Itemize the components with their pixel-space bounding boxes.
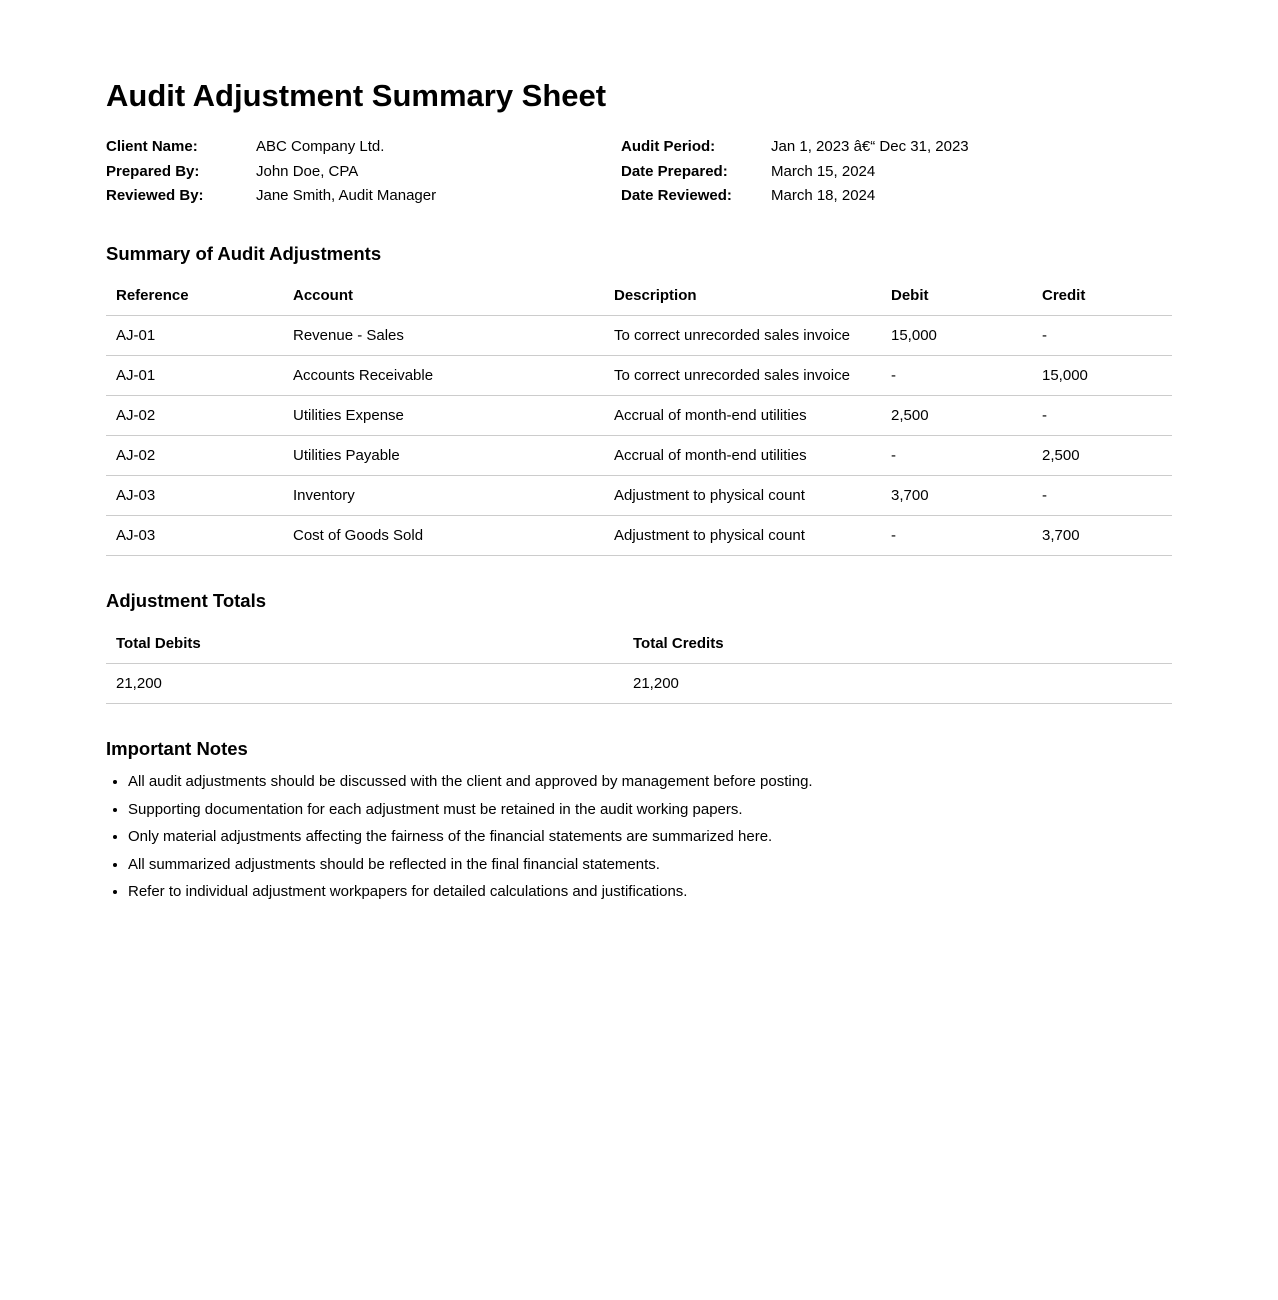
note-item: • Refer to individual adjustment workpapers for detailed calculations and justifications. xyxy=(128,883,1172,900)
cell-debit: 2,500 xyxy=(881,396,1032,436)
cell-account: Utilities Expense xyxy=(283,396,604,436)
cell-account: Cost of Goods Sold xyxy=(283,516,604,556)
cell-account: Inventory xyxy=(283,476,604,516)
table-row xyxy=(106,316,1172,356)
cell-reference: AJ-03 xyxy=(106,476,283,516)
meta-label-client-name: Client Name: xyxy=(106,138,198,155)
adjustments-table xyxy=(106,276,1172,556)
page-title: Audit Adjustment Summary Sheet xyxy=(106,78,607,113)
column-header-description: Description xyxy=(604,276,881,316)
notes-list xyxy=(106,773,1172,900)
section-heading-notes: Important Notes xyxy=(106,737,248,759)
column-header-reference: Reference xyxy=(106,276,283,316)
cell-reference: AJ-02 xyxy=(106,436,283,476)
cell-reference: AJ-01 xyxy=(106,316,283,356)
meta-label-date-reviewed: Date Reviewed: xyxy=(621,187,732,204)
totals-value-row xyxy=(106,663,1172,703)
cell-reference: AJ-02 xyxy=(106,396,283,436)
cell-credit: 15,000 xyxy=(1032,356,1172,396)
cell-account: Accounts Receivable xyxy=(283,356,604,396)
table-row xyxy=(106,476,1172,516)
cell-description: To correct unrecorded sales invoice xyxy=(604,356,881,396)
cell-debit: 3,700 xyxy=(881,476,1032,516)
meta-value-audit-period: Jan 1, 2023 â€“ Dec 31, 2023 xyxy=(771,138,969,155)
cell-account: Utilities Payable xyxy=(283,436,604,476)
document-meta xyxy=(106,135,1172,209)
column-header-debit: Debit xyxy=(881,276,1032,316)
note-item: • All summarized adjustments should be reflected in the final financial statements. xyxy=(128,856,1172,873)
totals-table xyxy=(106,624,1172,704)
section-heading-totals: Adjustment Totals xyxy=(106,590,266,611)
meta-label-prepared-by: Prepared By: xyxy=(106,162,200,180)
cell-credit: - xyxy=(1032,316,1172,356)
table-row xyxy=(106,436,1172,476)
section-heading-summary: Summary of Audit Adjustments xyxy=(106,242,382,264)
meta-value-client-name: ABC Company Ltd. xyxy=(256,138,385,155)
cell-description: Accrual of month-end utilities xyxy=(604,396,881,436)
column-header-total-credits: Total Credits xyxy=(623,624,1172,664)
adjustments-header-row xyxy=(106,276,1172,316)
column-header-credit: Credit xyxy=(1032,276,1172,316)
cell-description: Adjustment to physical count xyxy=(604,476,881,516)
totals-header-row xyxy=(106,624,1172,664)
table-row xyxy=(106,516,1172,556)
cell-total-debits: 21,200 xyxy=(106,663,623,703)
cell-total-credits: 21,200 xyxy=(623,663,1172,703)
cell-credit: 3,700 xyxy=(1032,516,1172,556)
cell-description: Accrual of month-end utilities xyxy=(604,436,881,476)
meta-value-date-prepared: March 15, 2024 xyxy=(771,162,876,180)
meta-value-date-reviewed: March 18, 2024 xyxy=(771,187,876,204)
cell-account: Revenue - Sales xyxy=(283,316,604,356)
table-row xyxy=(106,356,1172,396)
cell-debit: 15,000 xyxy=(881,316,1032,356)
cell-credit: 2,500 xyxy=(1032,436,1172,476)
cell-description: To correct unrecorded sales invoice xyxy=(604,316,881,356)
cell-credit: - xyxy=(1032,396,1172,436)
cell-debit: - xyxy=(881,516,1032,556)
cell-reference: AJ-03 xyxy=(106,516,283,556)
note-item: • Only material adjustments affecting the fairness of the financial statements are summarized here. xyxy=(128,828,1172,845)
note-item: • All audit adjustments should be discussed with the client and approved by management before posting. xyxy=(128,773,1172,790)
meta-label-reviewed-by: Reviewed By: xyxy=(106,187,204,204)
table-row xyxy=(106,396,1172,436)
meta-value-reviewed-by: Jane Smith, Audit Manager xyxy=(256,187,437,204)
cell-description: Adjustment to physical count xyxy=(604,516,881,556)
meta-label-audit-period: Audit Period: xyxy=(621,138,716,155)
column-header-account: Account xyxy=(283,276,604,316)
meta-label-date-prepared: Date Prepared: xyxy=(621,162,728,180)
column-header-total-debits: Total Debits xyxy=(106,624,623,664)
meta-value-prepared-by: John Doe, CPA xyxy=(256,162,359,180)
cell-debit: - xyxy=(881,356,1032,396)
cell-debit: - xyxy=(881,436,1032,476)
note-item: • Supporting documentation for each adjustment must be retained in the audit working papers. xyxy=(128,801,1172,818)
cell-credit: - xyxy=(1032,476,1172,516)
cell-reference: AJ-01 xyxy=(106,356,283,396)
document-page xyxy=(106,0,1172,1031)
